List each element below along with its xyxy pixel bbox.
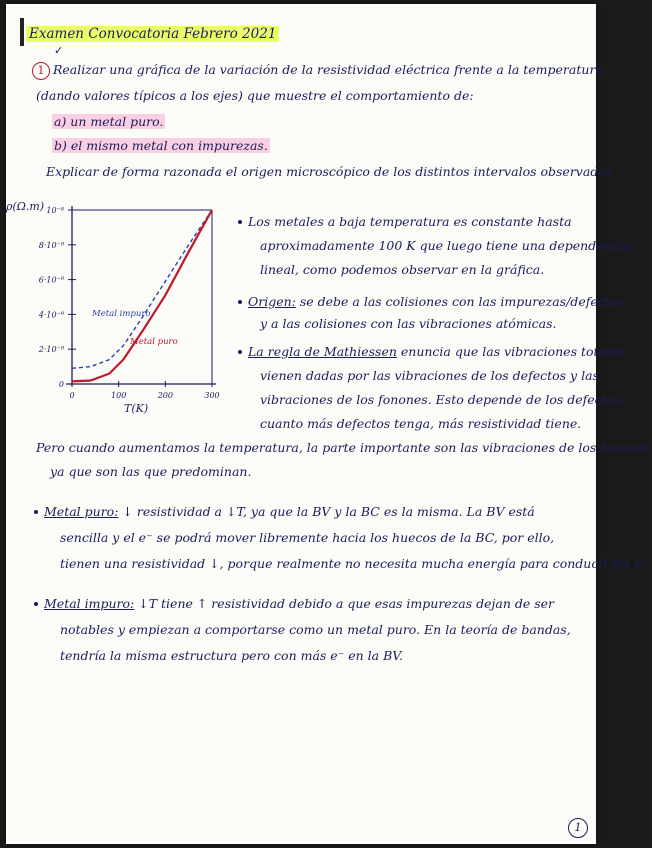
series-line-metal-puro (72, 210, 212, 381)
y-tick-label: 10⁻⁸ (46, 206, 64, 215)
question-line-1: 1 Realizar una gráfica de la variación de la resistividad eléctrica frente a la temperatura (32, 62, 603, 80)
y-tick-label: 4·10⁻⁹ (38, 310, 64, 320)
metal-impuro-line-2: notables y empiezan a comportarse como un metal puro. En la teoría de bandas, (60, 622, 571, 637)
x-tick-label: 0 (69, 391, 75, 400)
x-tick-label: 300 (204, 391, 220, 400)
y-tick-label: 6·10⁻⁹ (38, 275, 64, 285)
note-1a: Los metales a baja temperatura es constante hasta (238, 214, 572, 229)
metal-impuro-line-3: tendría la misma estructura pero con más e⁻ en la BV. (60, 648, 404, 663)
note-1b: aproximadamente 100 K que luego tiene una dependencia (260, 238, 631, 253)
series-label-impuro: Metal impuro (92, 309, 151, 319)
notebook-page (6, 4, 652, 844)
note-1c: lineal, como podemos observar en la gráfica. (260, 262, 545, 277)
page-number: 1 (568, 818, 588, 838)
check-mark-icon: ✓ (54, 44, 64, 57)
metal-puro-line-2: sencilla y el e⁻ se podrá mover libremente hacia los huecos de la BC, por ello, (60, 530, 555, 545)
note-2a: Origen: se debe a las colisiones con las impurezas/defectos, (238, 294, 628, 309)
note-3d: cuanto más defectos tenga, más resistividad tiene. (260, 416, 582, 431)
title-text: Examen Convocatoria Febrero 2021 (26, 26, 279, 42)
y-tick-label: 0 (58, 380, 64, 389)
y-tick-label: 8·10⁻⁹ (38, 240, 64, 250)
paragraph-1: Pero cuando aumentamos la temperatura, la parte importante son las vibraciones de los fonones (36, 440, 650, 455)
question-line-2: (dando valores típicos a los ejes) que muestre el comportamiento de: (36, 88, 474, 103)
note-3c: vibraciones de los fonones. Esto depende de los defectos, (260, 392, 625, 407)
question-item-b: b) el mismo metal con impurezas. (54, 138, 268, 153)
note-2b: y a las colisiones con las vibraciones atómicas. (260, 316, 557, 331)
question-explain: Explicar de forma razonada el origen microscópico de los distintos intervalos observados. (46, 164, 617, 179)
question-item-a: a) un metal puro. (54, 114, 164, 129)
x-tick-label: 200 (157, 391, 173, 400)
metal-puro-line-3: tienen una resistividad ↓, porque realmente no necesita mucha energía para conducir los e⁻. (60, 556, 652, 571)
metal-puro-line-1: Metal puro: ↓ resistividad a ↓T, ya que la BV y la BC es la misma. La BV está (34, 504, 535, 519)
page-title (26, 26, 279, 42)
resistivity-chart (6, 194, 231, 424)
margin-bar (20, 18, 24, 46)
metal-impuro-line-1: Metal impuro: ↓T tiene ↑ resistividad debido a que esas impurezas dejan de ser (34, 596, 554, 611)
series-label-puro: Metal puro (130, 337, 178, 347)
note-3a: La regla de Mathiessen enuncia que las vibraciones totales (238, 344, 624, 359)
chart-xlabel: T(K) (124, 402, 149, 415)
chart-ylabel: ρ(Ω.m) (6, 200, 45, 213)
x-tick-label: 100 (111, 391, 127, 400)
question-number: 1 (32, 62, 50, 80)
y-tick-label: 2·10⁻⁹ (38, 345, 64, 355)
note-3b: vienen dadas por las vibraciones de los defectos y las (260, 368, 599, 383)
paragraph-2: ya que son las que predominan. (50, 464, 252, 479)
